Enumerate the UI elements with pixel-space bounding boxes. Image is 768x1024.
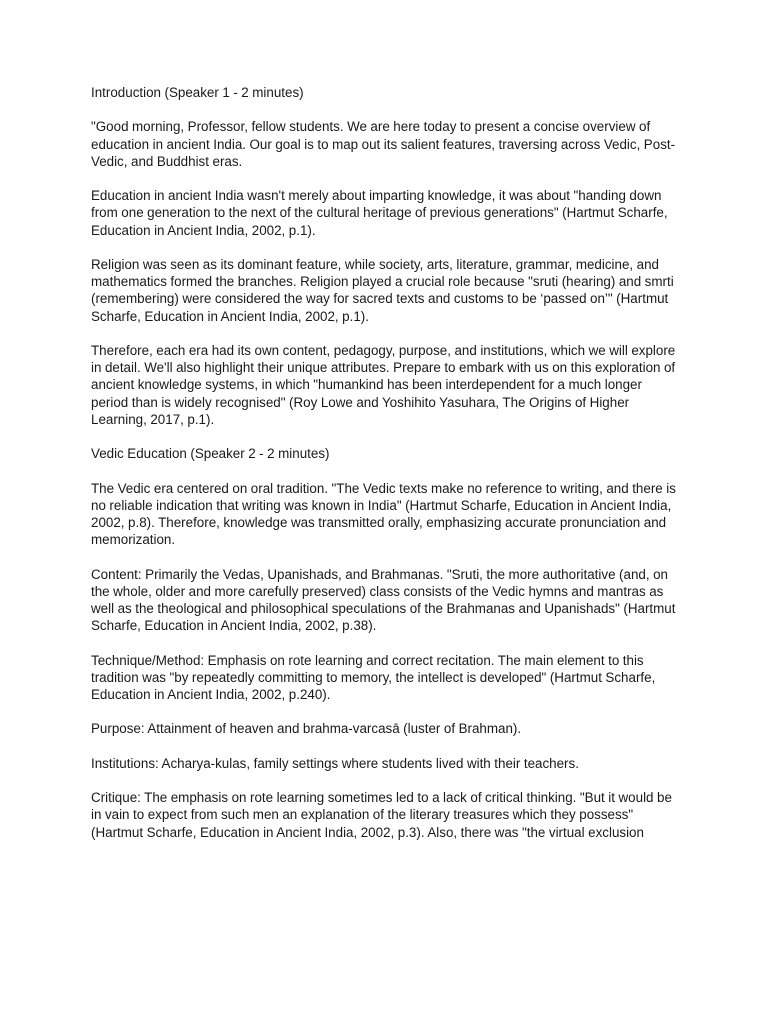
paragraph-oral-tradition: The Vedic era centered on oral tradition. "The Vedic texts make no reference to writing, and there is no reliable indication that writing was known in India" (Hartmut Scharfe, Education in Ancient India, 2002, p.8). Therefore, knowledge was transmitted orally, emphasizing accurate pronunciation and memorization. (91, 480, 676, 548)
paragraph-content: Content: Primarily the Vedas, Upanishads, and Brahmanas. "Sruti, the more authoritative (and, on the whole, older and more carefully preserved) class consists of the Vedic hymns and mantras as well as the theological and philosophical speculations of the Brahmanas and Upanishads" (Hartmut Scharfe, Education in Ancient India, 2002, p.38). (91, 566, 676, 634)
section-heading-introduction: Introduction (Speaker 1 - 2 minutes) (91, 85, 304, 100)
section-heading-vedic-education: Vedic Education (Speaker 2 - 2 minutes) (91, 446, 330, 462)
paragraph-eras-overview: Therefore, each era had its own content, pedagogy, purpose, and institutions, which we will explore in detail. We'll also highlight their unique attributes. Prepare to embark with us on this exploration of ancient knowledge systems, in which "humankind has been interdependent for a much longer period than is widely recognised" (Roy Lowe and Yoshihito Yasuhara, The Origins of Higher Learning, 2017, p.1). (91, 342, 676, 427)
document-page (91, 84, 681, 858)
paragraph-technique: Technique/Method: Emphasis on rote learning and correct recitation. The main element to this tradition was "by repeatedly committing to memory, the intellect is developed" (Hartmut Scharfe, Education in Ancient India, 2002, p.240). (91, 652, 656, 702)
paragraph-institutions: Institutions: Acharya-kulas, family settings where students lived with their teachers. (91, 755, 579, 771)
paragraph-purpose: Purpose: Attainment of heaven and brahma-varcasā (luster of Brahman). (91, 721, 522, 737)
paragraph-greeting: "Good morning, Professor, fellow students. We are here today to present a concise overview of education in ancient India. Our goal is to map out its salient features, traversing across Vedic, Post-Vedic, and Buddhist eras. (91, 119, 676, 169)
paragraph-education-meaning: Education in ancient India wasn't merely about imparting knowledge, it was about "handing down from one generation to the next of the cultural heritage of previous generations" (Hartmut Scharfe, Education in Ancient India, 2002, p.1). (91, 188, 668, 238)
paragraph-religion: Religion was seen as its dominant feature, while society, arts, literature, grammar, medicine, and mathematics formed the branches. Religion played a crucial role because "sruti (hearing) and smrti (remembering) were considered the way for sacred texts and customs to be ‘passed on’" (Hartmut Scharfe, Education in Ancient India, 2002, p.1). (91, 256, 674, 324)
paragraph-critique: Critique: The emphasis on rote learning sometimes led to a lack of critical thinking. "But it would be in vain to expect from such men an explanation of the literary treasures which they possess" (Hartmut Scharfe, Education in Ancient India, 2002, p.3). Also, there was "the virtual exclusion (91, 790, 672, 840)
